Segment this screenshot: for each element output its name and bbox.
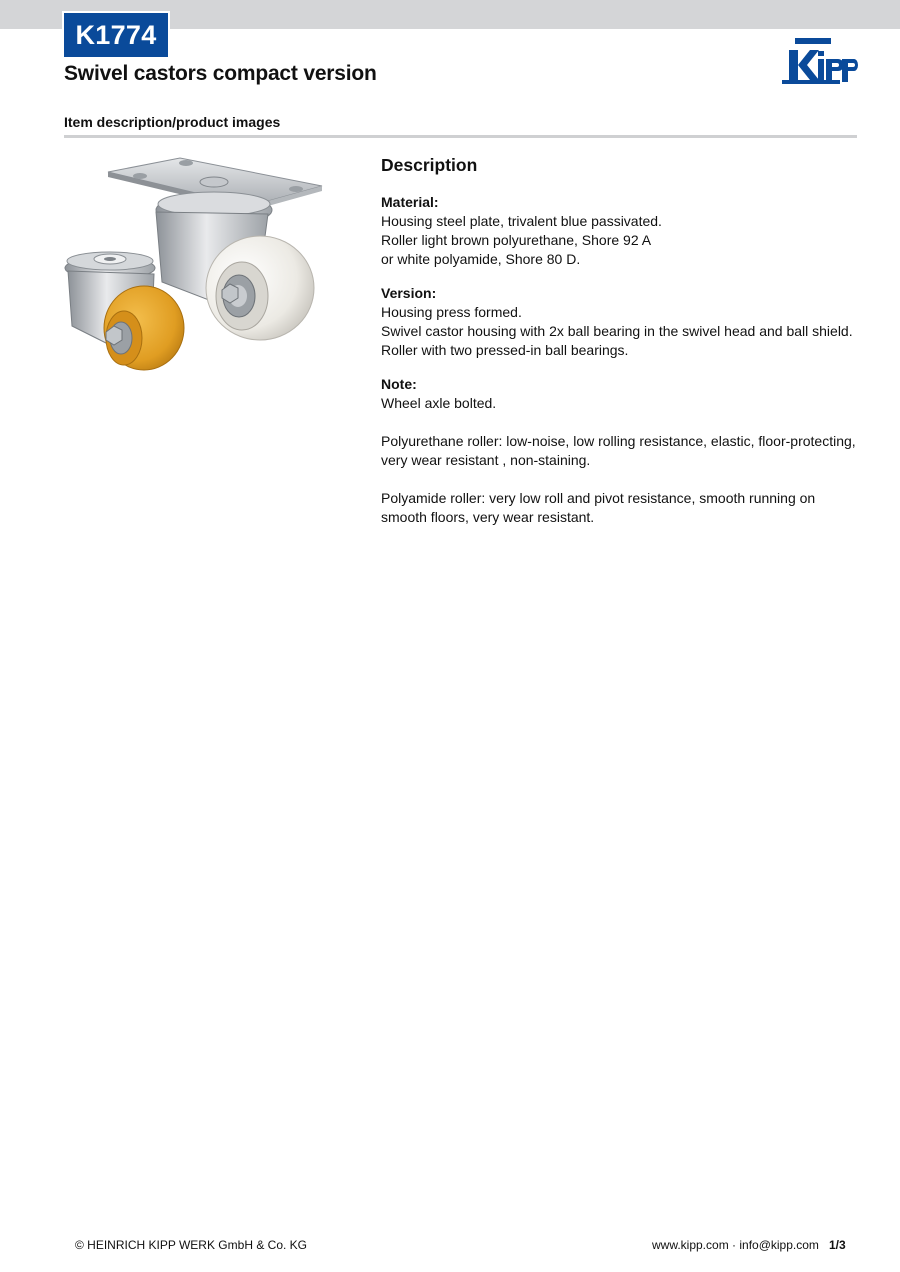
polyamide-paragraph: Polyamide roller: very low roll and pivot resistance, smooth running on smooth floors, very wear resistant. <box>381 490 816 525</box>
section-divider <box>64 135 857 138</box>
footer-copyright: © HEINRICH KIPP WERK GmbH & Co. KG <box>75 1238 307 1252</box>
version-line: Swivel castor housing with 2x ball bearing in the swivel head and ball shield. <box>381 323 853 339</box>
note-label: Note: <box>381 376 417 392</box>
page-number: 1/3 <box>829 1238 846 1252</box>
description-heading: Description <box>381 155 478 175</box>
material-label: Material: <box>381 194 439 210</box>
material-line: Housing steel plate, trivalent blue passivated. <box>381 213 662 229</box>
description-block <box>381 154 857 546</box>
material-section <box>381 193 857 269</box>
note-line: Wheel axle bolted. <box>381 395 497 411</box>
article-code-badge: K1774 <box>64 13 168 57</box>
page-title: Swivel castors compact version <box>64 62 377 85</box>
polyurethane-paragraph: Polyurethane roller: low-noise, low rolling resistance, elastic, floor-protecting, very wear resistant , non-staining. <box>381 433 856 468</box>
material-line: or white polyamide, Shore 80 D. <box>381 251 581 267</box>
version-line: Housing press formed. <box>381 304 522 320</box>
kipp-logo <box>782 36 858 92</box>
version-section <box>381 284 857 360</box>
note-section <box>381 375 857 413</box>
material-line: Roller light brown polyurethane, Shore 92 A <box>381 232 652 248</box>
version-label: Version: <box>381 285 437 301</box>
swivel-castor-photo <box>64 150 326 374</box>
version-line: Roller with two pressed-in ball bearings. <box>381 342 629 358</box>
footer-contact[interactable]: www.kipp.com · info@kipp.com <box>652 1238 819 1252</box>
section-heading: Item description/product images <box>64 114 281 130</box>
